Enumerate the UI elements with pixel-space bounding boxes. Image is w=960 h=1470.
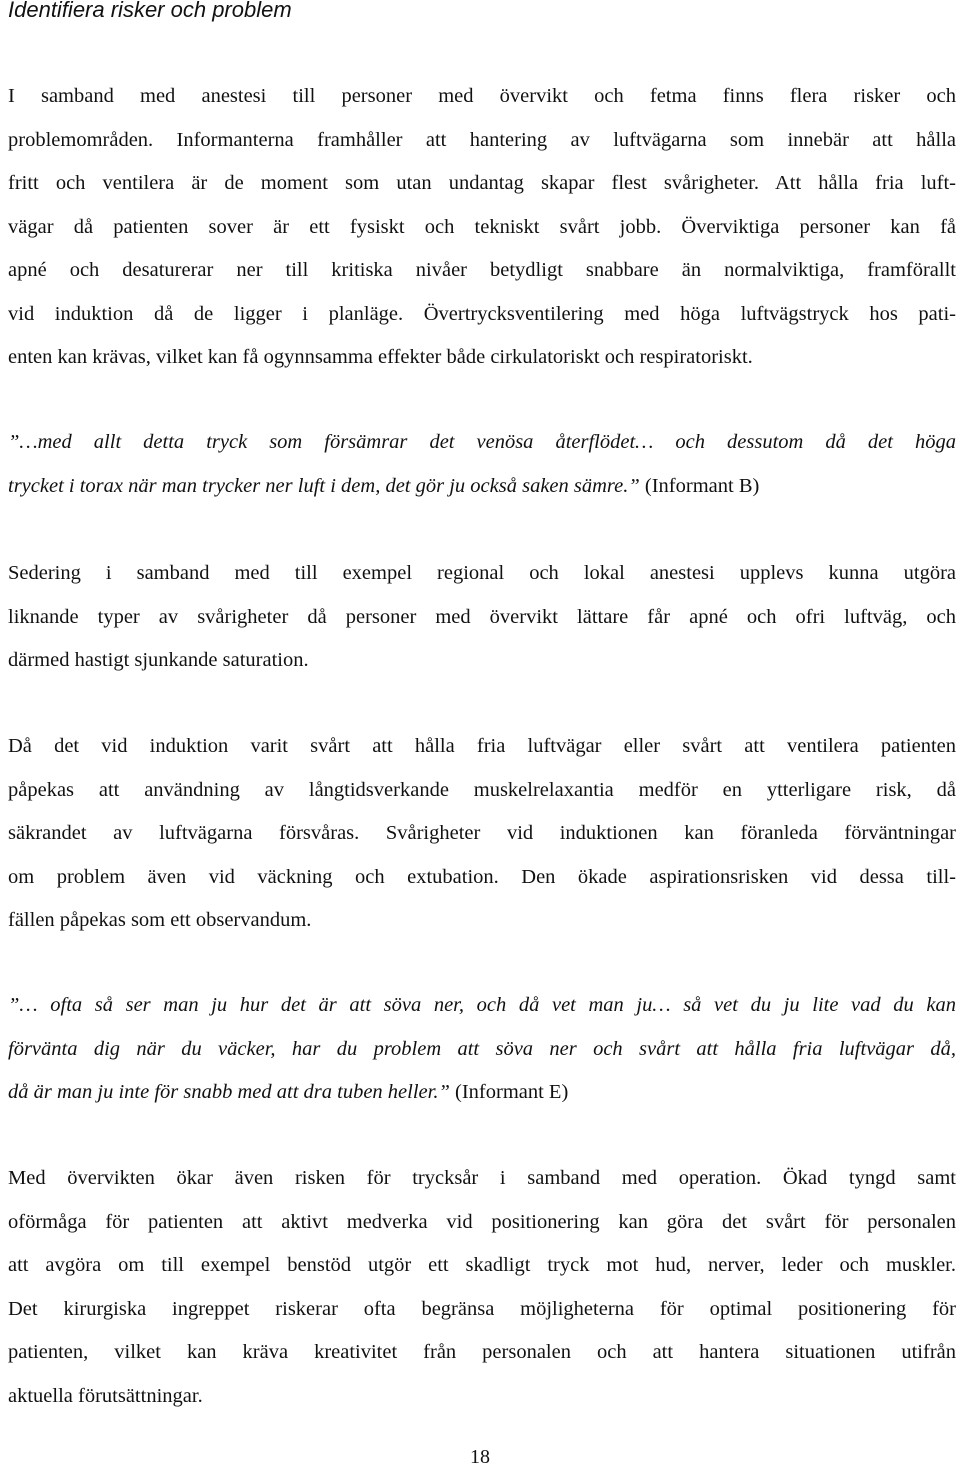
text-line: Med övervikten ökar även risken för trycksår i samband med operation. Ökad tyngd samt	[8, 1167, 956, 1189]
page-number: 18	[470, 1446, 490, 1468]
text-line	[8, 465, 956, 509]
text-line: problemområden. Informanterna framhåller att hantering av luftvägarna som innebär att hålla	[8, 128, 956, 151]
quote-source: (Informant E)	[449, 1081, 569, 1103]
text-line: Då det vid induktion varit svårt att hålla fria luftvägar eller svårt att ventilera patienten	[8, 735, 956, 757]
quote-source: (Informant B)	[639, 474, 760, 497]
section-heading: Identifiera risker och problem	[8, 0, 292, 22]
text-line: vid induktion då de ligger i planläge. Övertrycksventilering med höga luftvägstryck hos pati-	[8, 302, 956, 325]
text-line: påpekas att användning av långtidsverkande muskelrelaxantia medför en ytterligare risk, då	[8, 778, 956, 801]
text-line: liknande typer av svårigheter då personer med övervikt lättare får apné och ofri luftväg, och	[8, 605, 956, 628]
text-line	[8, 1071, 956, 1115]
paragraph-pressure-ulcers	[8, 1157, 956, 1418]
text-line: därmed hastigt sjunkande saturation.	[8, 649, 309, 671]
text-line: I samband med anestesi till personer med övervikt och fetma finns flera risker och	[8, 85, 956, 107]
text-line: enten kan krävas, vilket kan få ogynnsamma effekter både cirkulatoriskt och respiratoriskt.	[8, 346, 753, 368]
text-line: ”… ofta så ser man ju hur det är att söva ner, och då vet man ju… så vet du ju lite vad du kan	[8, 994, 956, 1016]
text-line: förvänta dig när du väcker, har du problem att söva ner och svårt att hålla fria luftvägar då,	[8, 1037, 956, 1060]
paragraph-sedation	[8, 552, 956, 683]
text-line: apné och desaturerar ner till kritiska nivåer betydligt snabbare än normalviktiga, framförallt	[8, 259, 956, 281]
text-line: oförmåga för patienten att aktivt medverka vid positionering kan göra det svårt för personalen	[8, 1210, 956, 1233]
text-line: Det kirurgiska ingreppet riskerar ofta begränsa möjligheterna för optimal positionering för	[8, 1297, 956, 1320]
text-line: om problem även vid väckning och extubation. Den ökade aspirationsrisken vid dessa till-	[8, 865, 956, 888]
text-line: Sedering i samband med till exempel regional och lokal anestesi upplevs kunna utgöra	[8, 562, 956, 584]
text-line: vägar då patienten sover är ett fysiskt och tekniskt svårt jobb. Överviktiga personer kan få	[8, 215, 956, 238]
paragraph-airway-risks	[8, 75, 956, 380]
text-line: patienten, vilket kan kräva kreativitet från personalen och att hantera situationen utifrån	[8, 1341, 956, 1363]
text-line: att avgöra om till exempel benstöd utgör ett skadligt tryck mot hud, nerver, leder och muskler.	[8, 1254, 956, 1276]
text-line: fällen påpekas som ett observandum.	[8, 909, 312, 931]
text-line: fritt och ventilera är de moment som utan undantag skapar flest svårigheter. Att hålla fria luft-	[8, 172, 956, 194]
quote-text: trycket i torax när man trycker ner luft i dem, det gör ju också saken sämre.”	[8, 474, 640, 497]
quote-informant-b	[8, 421, 956, 508]
quote-text: då är man ju inte för snabb med att dra tuben heller.”	[8, 1081, 450, 1103]
text-line: säkrandet av luftvägarna försvåras. Svårigheter vid induktionen kan föranleda förväntningar	[8, 822, 956, 844]
paragraph-induction	[8, 725, 956, 943]
text-line: ”…med allt detta tryck som försämrar det venösa återflödet… och dessutom då det höga	[8, 431, 956, 453]
quote-informant-e	[8, 984, 956, 1115]
text-line: aktuella förutsättningar.	[8, 1384, 203, 1407]
